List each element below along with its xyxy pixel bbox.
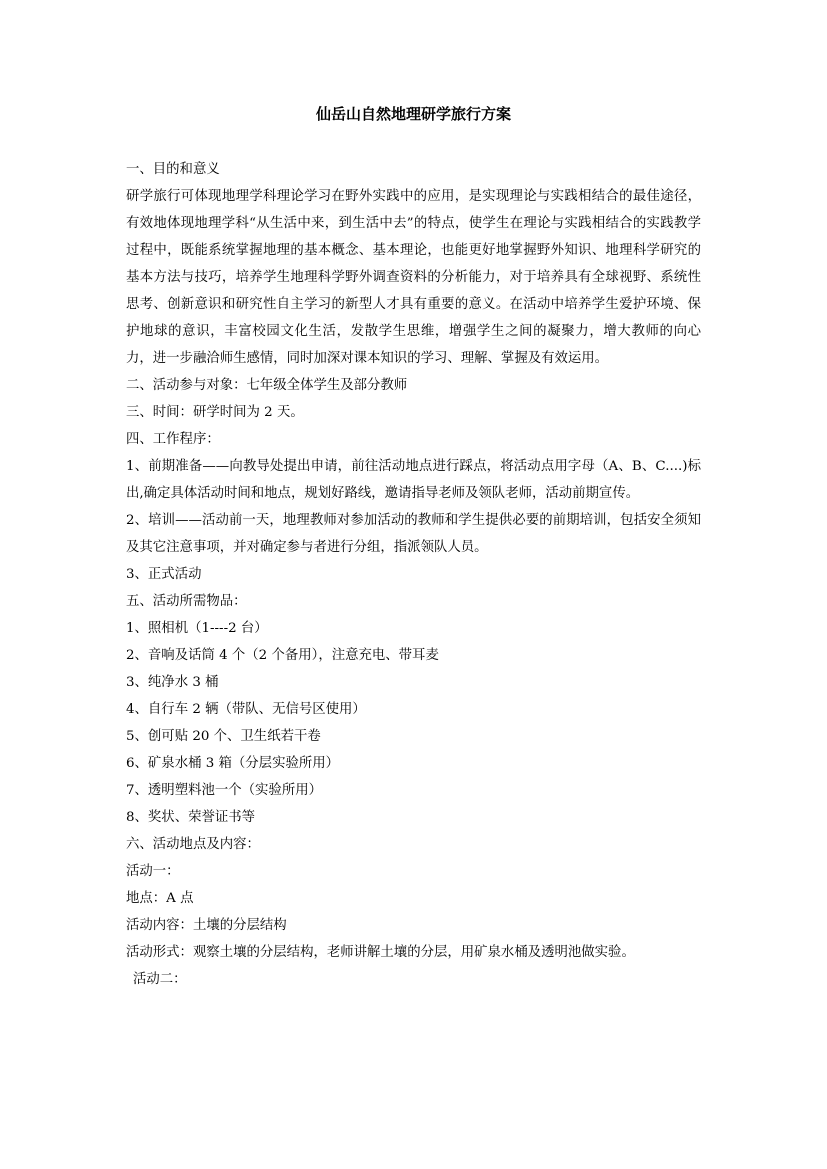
activity-two-label: 活动二：	[133, 972, 187, 987]
activity-one-content: 活动内容：土壤的分层结构	[126, 918, 287, 933]
procedure-item-preparation: 1、前期准备——向教导处提出申请，前往活动地点进行踩点，将活动点用字母（A、B、C....)标出,确定具体活动时间和地点，规划好路线，邀请指导老师及领队老师，活动前期宣传。	[126, 459, 701, 501]
section-time: 三、时间：研学时间为 2 天。	[126, 405, 304, 420]
list-item: 8、奖状、荣誉证书等	[126, 810, 256, 825]
activity-one-place: 地点：A 点	[126, 891, 194, 906]
document-body	[126, 156, 701, 993]
section-participants: 二、活动参与对象：七年级全体学生及部分教师	[126, 378, 408, 393]
list-item: 6、矿泉水桶 3 箱（分层实验所用）	[126, 756, 340, 771]
purpose-paragraph: 研学旅行可体现地理学科理论学习在野外实践中的应用，是实现理论与实践相结合的最佳途径，有效地体现地理学科“从生活中来，到生活中去”的特点，使学生在理论与实践相结合的实践教学过程中，既能系统掌握地理的基本概念、基本理论，也能更好地掌握野外知识、地理科学研究的基本方法与技巧，培养学生地理科学野外调查资料的分析能力，对于培养具有全球视野、系统性思考、创新意识和研究性自主学习的新型人才具有重要的意义。在活动中培养学生爱护环境、保护地球的意识，丰富校园文化生活，发散学生思维，增强学生之间的凝聚力，增大教师的向心力，进一步融洽师生感情，同时加深对课本知识的学习、理解、掌握及有效运用。	[126, 189, 701, 366]
section-heading-supplies: 五、活动所需物品：	[126, 594, 247, 609]
list-item: 5、创可贴 20 个、卫生纸若干卷	[126, 729, 321, 744]
list-item: 2、音响及话筒 4 个（2 个备用），注意充电、带耳麦	[126, 648, 439, 663]
procedure-item-training: 2、培训——活动前一天，地理教师对参加活动的教师和学生提供必要的前期培训，包括安全须知及其它注意事项，并对确定参与者进行分组，指派领队人员。	[126, 513, 701, 555]
activity-one-form: 活动形式：观察土壤的分层结构，老师讲解土壤的分层，用矿泉水桶及透明池做实验。	[126, 945, 635, 960]
section-heading-procedure: 四、工作程序：	[126, 432, 220, 447]
activity-one-label: 活动一：	[126, 864, 180, 879]
section-heading-locations: 六、活动地点及内容：	[126, 837, 260, 852]
procedure-item-activity: 3、正式活动	[126, 567, 202, 582]
page-title: 仙岳山自然地理研学旅行方案	[315, 105, 511, 123]
list-item: 7、透明塑料池一个（实验所用）	[126, 783, 322, 798]
list-item: 4、自行车 2 辆（带队、无信号区使用）	[126, 702, 366, 717]
list-item: 1、照相机（1----2 台）	[126, 621, 268, 636]
section-heading-purpose: 一、目的和意义	[126, 162, 220, 177]
list-item: 3、纯净水 3 桶	[126, 675, 219, 690]
